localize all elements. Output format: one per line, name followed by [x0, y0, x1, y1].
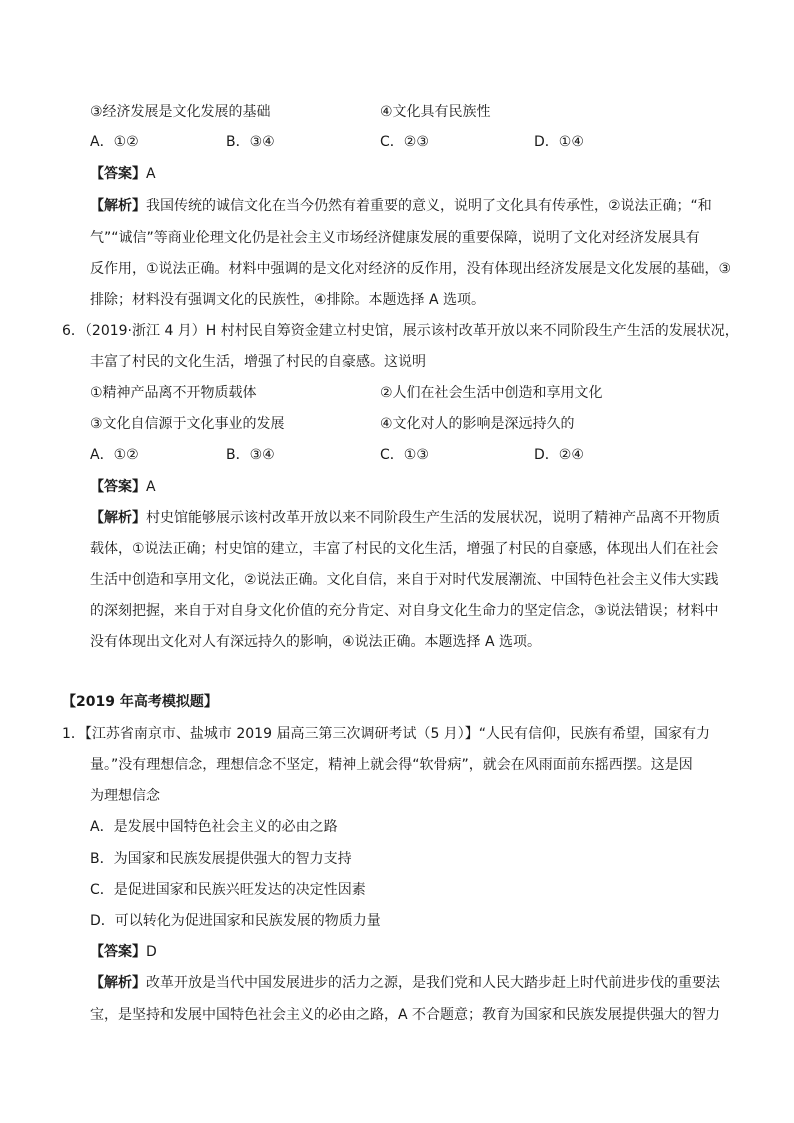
- q6-analysis-line-3: 生活中创造和享用文化，②说法正确。文化自信，来自于对时代发展潮流、中国特色社会主义伟大实践: [90, 572, 719, 588]
- q6-number: 6．: [62, 323, 85, 339]
- analysis-text: 我国传统的诚信文化在当今仍然有着重要的意义，说明了文化具有传承性，②说法正确；“和: [146, 198, 712, 214]
- m1-stem-line-2: 量。”没有理想信念，理想信念不坚定，精神上就会得“软骨病”，就会在风雨面前东摇西摆。这是因: [90, 757, 693, 773]
- analysis-text: 改革开放是当代中国发展进步的活力之源，是我们党和人民大踏步赶上时代前进步伐的重要法: [146, 975, 720, 991]
- q6-stem-text: （2019·浙江 4 月）H 村村民自筹资金建立村史馆，展示该村改革开放以来不同阶段生产生活的发展状况，: [84, 323, 739, 339]
- m1-analysis-line-2: 宝，是坚持和发展中国特色社会主义的必由之路，A 不合题意；教育为国家和民族发展提供强大的智力: [90, 1007, 721, 1023]
- q5-statement-4: ④文化具有民族性: [380, 104, 491, 120]
- answer-value: A: [146, 479, 156, 495]
- q5-option-d: D．①④: [534, 134, 584, 150]
- answer-label: 【答案】: [90, 479, 146, 495]
- q5-analysis-line-4: 排除；材料没有强调文化的民族性，④排除。本题选择 A 选项。: [90, 292, 486, 308]
- answer-value: D: [146, 944, 157, 960]
- q6-statement-2: ②人们在社会生活中创造和享用文化: [380, 385, 603, 401]
- q6-option-c: C．①③: [380, 447, 429, 463]
- m1-option-d: D．可以转化为促进国家和民族发展的物质力量: [90, 913, 381, 929]
- q5-answer: [90, 164, 156, 184]
- q6-statement-3: ③文化自信源于文化事业的发展: [90, 416, 285, 432]
- answer-label: 【答案】: [90, 944, 146, 960]
- m1-stem-text: 【江苏省南京市、盐城市 2019 届高三第三次调研考试（5 月）】“人民有信仰，民族有希望，国家有力: [84, 726, 711, 742]
- m1-option-a: A．是发展中国特色社会主义的必由之路: [90, 819, 338, 835]
- m1-analysis-line-1: [90, 973, 720, 993]
- m1-number: 1．: [62, 726, 85, 742]
- q6-analysis-line-5: 没有体现出文化对人有深远持久的影响，④说法正确。本题选择 A 选项。: [90, 634, 542, 650]
- q6-option-d: D．②④: [534, 447, 584, 463]
- section-title: 【2019 年高考模拟题】: [62, 694, 218, 710]
- q5-analysis-line-2: 气”“诚信”等商业伦理文化仍是社会主义市场经济健康发展的重要保障，说明了文化对经济发展具有: [90, 230, 700, 246]
- q6-stem-line-1: [62, 321, 739, 341]
- q5-option-c: C．②③: [380, 134, 429, 150]
- q6-stem-line-2: 丰富了村民的文化生活，增强了村民的自豪感。这说明: [90, 354, 426, 370]
- q5-statement-3: ③经济发展是文化发展的基础: [90, 104, 271, 120]
- answer-value: A: [146, 166, 156, 182]
- analysis-label: 【解析】: [90, 975, 146, 991]
- answer-label: 【答案】: [90, 166, 146, 182]
- m1-answer: [90, 942, 157, 962]
- analysis-text: 村史馆能够展示该村改革开放以来不同阶段生产生活的发展状况，说明了精神产品离不开物质: [146, 510, 720, 526]
- q5-analysis-line-3: 反作用，①说法正确。材料中强调的是文化对经济的反作用，没有体现出经济发展是文化发展的基础，③: [90, 261, 732, 277]
- q6-analysis-line-4: 的深刻把握，来自于对自身文化价值的充分肯定、对自身文化生命力的坚定信念，③说法错误；材料中: [90, 603, 719, 619]
- m1-stem-line-3: 为理想信念: [90, 788, 160, 804]
- m1-stem-line-1: [62, 724, 710, 744]
- analysis-label: 【解析】: [90, 510, 146, 526]
- q6-analysis-line-2: 载体，①说法正确；村史馆的建立，丰富了村民的文化生活，增强了村民的自豪感，体现出人们在社会: [90, 541, 719, 557]
- q6-option-b: B．③④: [226, 447, 275, 463]
- q5-option-b: B．③④: [226, 134, 275, 150]
- q6-statement-1: ①精神产品离不开物质载体: [90, 385, 257, 401]
- m1-option-c: C．是促进国家和民族兴旺发达的决定性因素: [90, 882, 366, 898]
- q6-option-a: A．①②: [90, 447, 139, 463]
- analysis-label: 【解析】: [90, 198, 146, 214]
- q5-analysis-line-1: [90, 196, 712, 216]
- q6-statement-4: ④文化对人的影响是深远持久的: [380, 416, 575, 432]
- q6-analysis-line-1: [90, 508, 720, 528]
- q6-answer: [90, 477, 156, 497]
- m1-option-b: B．为国家和民族发展提供强大的智力支持: [90, 851, 352, 867]
- q5-option-a: A．①②: [90, 134, 139, 150]
